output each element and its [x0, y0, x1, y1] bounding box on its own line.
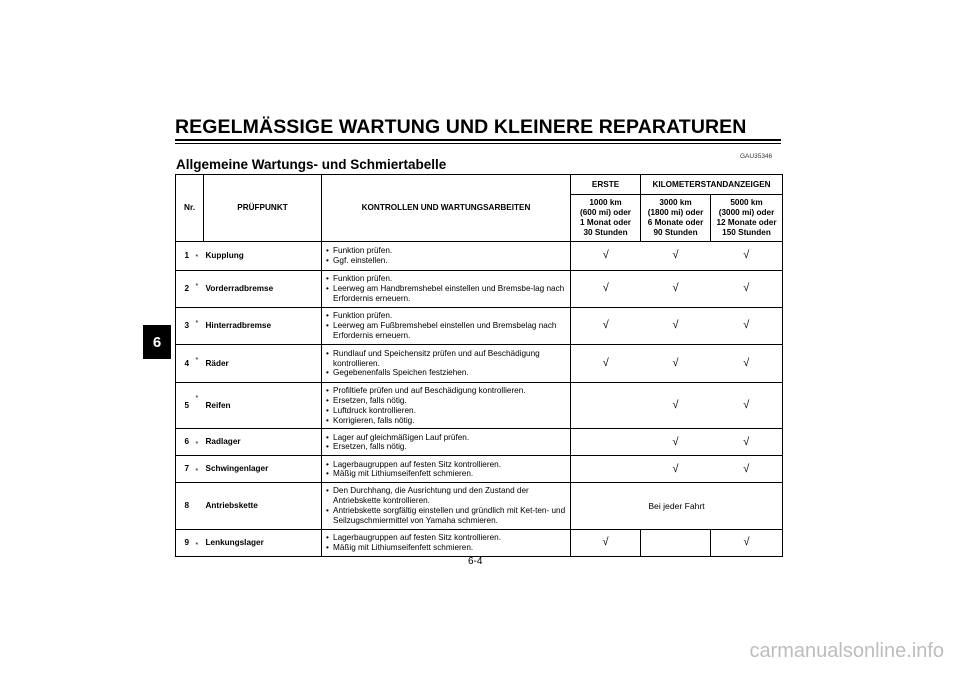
- header-interval-2-line: (1800 mi) oder: [647, 208, 704, 218]
- check-mark: [571, 383, 641, 429]
- row-work: [322, 456, 571, 483]
- row-work: [322, 345, 571, 383]
- header-item: PRÜFPUNKT: [204, 175, 322, 242]
- row-number: 9: [176, 529, 196, 556]
- table-row: [176, 429, 783, 456]
- row-item: Vorderradbremse: [204, 271, 322, 308]
- row-work: [322, 429, 571, 456]
- table-row: [176, 242, 783, 271]
- row-item: Antriebskette: [204, 483, 322, 529]
- check-mark: √: [571, 345, 641, 383]
- header-interval-1-line: 1 Monat oder: [580, 218, 631, 227]
- check-mark: √: [711, 271, 783, 308]
- work-step: • Ersetzen, falls nötig.: [326, 396, 566, 406]
- check-mark: √: [711, 308, 783, 345]
- check-mark: √: [711, 456, 783, 483]
- header-interval-3-line: 5000 km: [730, 198, 763, 208]
- row-number: 4: [176, 345, 196, 383]
- row-work: [322, 383, 571, 429]
- interval-every-ride: Bei jeder Fahrt: [571, 483, 783, 529]
- table-row: [176, 345, 783, 383]
- work-step: • Antriebskette sorgfältig einstellen und gründlich mit Ket-ten- und Seilzugschmiermittel von Yamaha schmieren.: [326, 506, 566, 526]
- work-step: • Mäßig mit Lithiumseifenfett schmieren.: [326, 469, 566, 479]
- check-mark: √: [641, 456, 711, 483]
- section-heading: Allgemeine Wartungs- und Schmiertabelle: [176, 157, 447, 172]
- table-row: [176, 529, 783, 556]
- check-mark: [641, 529, 711, 556]
- row-number: 6: [176, 429, 196, 456]
- row-number: 2: [176, 271, 196, 308]
- work-step: • Lagerbaugruppen auf festen Sitz kontrollieren.: [326, 533, 566, 543]
- table-row: [176, 383, 783, 429]
- check-mark: √: [571, 271, 641, 308]
- work-step: • Mäßig mit Lithiumseifenfett schmieren.: [326, 543, 566, 553]
- check-mark: √: [711, 529, 783, 556]
- header-interval-3: [711, 195, 783, 242]
- row-work: [322, 529, 571, 556]
- row-number: 7: [176, 456, 196, 483]
- check-mark: √: [711, 383, 783, 429]
- maintenance-table: [175, 174, 783, 557]
- page-number: 6-4: [468, 556, 483, 567]
- watermark: carmanualsonline.info: [749, 640, 944, 662]
- check-mark: [571, 429, 641, 456]
- check-mark: √: [711, 429, 783, 456]
- check-mark: √: [641, 242, 711, 271]
- check-mark: √: [641, 271, 711, 308]
- header-interval-2-line: 3000 km: [659, 198, 692, 208]
- table-row: [176, 483, 783, 529]
- row-star: *: [196, 345, 204, 383]
- row-item: Radlager: [204, 429, 322, 456]
- check-mark: √: [571, 308, 641, 345]
- row-star: *: [196, 529, 204, 556]
- header-nr: Nr.: [176, 175, 204, 242]
- row-number: 8: [176, 483, 196, 529]
- header-work: KONTROLLEN UND WARTUNGSARBEITEN: [322, 175, 571, 242]
- row-item: Kupplung: [204, 242, 322, 271]
- work-step: • Funktion prüfen.: [326, 274, 566, 284]
- header-interval-3-line: (3000 mi) oder: [718, 208, 775, 218]
- table-row: [176, 456, 783, 483]
- check-mark: √: [641, 383, 711, 429]
- work-step: • Funktion prüfen.: [326, 246, 566, 256]
- check-mark: √: [571, 242, 641, 271]
- work-step: • Funktion prüfen.: [326, 311, 566, 321]
- row-work: [322, 483, 571, 529]
- work-step: • Leerweg am Handbremshebel einstellen und Bremsbe-lag nach Erfordernis erneuern.: [326, 284, 566, 304]
- table-row: [176, 271, 783, 308]
- row-item: Schwingenlager: [204, 456, 322, 483]
- header-interval-2: [641, 195, 711, 242]
- check-mark: √: [711, 242, 783, 271]
- row-work: [322, 242, 571, 271]
- work-step: • Rundlauf und Speichensitz prüfen und auf Beschädigung kontrollieren.: [326, 349, 566, 369]
- row-item: Lenkungslager: [204, 529, 322, 556]
- row-work: [322, 271, 571, 308]
- check-mark: √: [641, 345, 711, 383]
- header-interval-3-line: 150 Stunden: [722, 227, 771, 237]
- row-star: *: [196, 271, 204, 308]
- work-step: • Den Durchhang, die Ausrichtung und den Zustand der Antriebskette kontrollieren.: [326, 486, 566, 506]
- row-item: Räder: [204, 345, 322, 383]
- work-step: • Gegebenenfalls Speichen festziehen.: [326, 368, 566, 378]
- work-step: • Lagerbaugruppen auf festen Sitz kontrollieren.: [326, 460, 566, 470]
- row-star: *: [196, 308, 204, 345]
- row-work: [322, 308, 571, 345]
- header-interval-2-line: 90 Stunden: [653, 227, 698, 237]
- row-star: *: [196, 456, 204, 483]
- header-interval-1-line: 30 Stunden: [583, 227, 628, 237]
- page-title: REGELMÄSSIGE WARTUNG UND KLEINERE REPARATUREN: [175, 116, 747, 138]
- check-mark: [571, 456, 641, 483]
- row-number: 3: [176, 308, 196, 345]
- work-step: • Korrigieren, falls nötig.: [326, 416, 566, 426]
- header-interval-1-line: 1000 km: [589, 198, 622, 208]
- reference-code: GAU35346: [740, 153, 773, 160]
- row-number: 5: [176, 383, 196, 429]
- chapter-tab: 6: [143, 325, 171, 359]
- check-mark: √: [571, 529, 641, 556]
- row-item: Hinterradbremse: [204, 308, 322, 345]
- work-step: • Lager auf gleichmäßigen Lauf prüfen.: [326, 433, 566, 443]
- header-interval-1-line: (600 mi) oder: [580, 208, 631, 218]
- row-star: [196, 483, 204, 529]
- header-interval-1: [571, 195, 641, 242]
- check-mark: √: [641, 308, 711, 345]
- work-step: • Profiltiefe prüfen und auf Beschädigung kontrollieren.: [326, 386, 566, 396]
- title-rule-thin: [175, 143, 781, 144]
- row-star: *: [196, 429, 204, 456]
- header-odometer: KILOMETERSTANDANZEIGEN: [641, 175, 783, 195]
- work-step: • Ersetzen, falls nötig.: [326, 442, 566, 452]
- row-item: Reifen: [204, 383, 322, 429]
- work-step: • Ggf. einstellen.: [326, 256, 566, 266]
- title-rule: [175, 139, 781, 141]
- work-step: • Luftdruck kontrollieren.: [326, 406, 566, 416]
- work-step: • Leerweg am Fußbremshebel einstellen und Bremsbelag nach Erfordernis erneuern.: [326, 321, 566, 341]
- row-star: *: [196, 242, 204, 271]
- table-row: [176, 308, 783, 345]
- header-interval-3-line: 12 Monate oder: [716, 218, 777, 227]
- check-mark: √: [711, 345, 783, 383]
- header-first: ERSTE: [571, 175, 641, 195]
- row-star: *: [196, 383, 204, 429]
- row-number: 1: [176, 242, 196, 271]
- check-mark: √: [641, 429, 711, 456]
- header-interval-2-line: 6 Monate oder: [647, 218, 704, 227]
